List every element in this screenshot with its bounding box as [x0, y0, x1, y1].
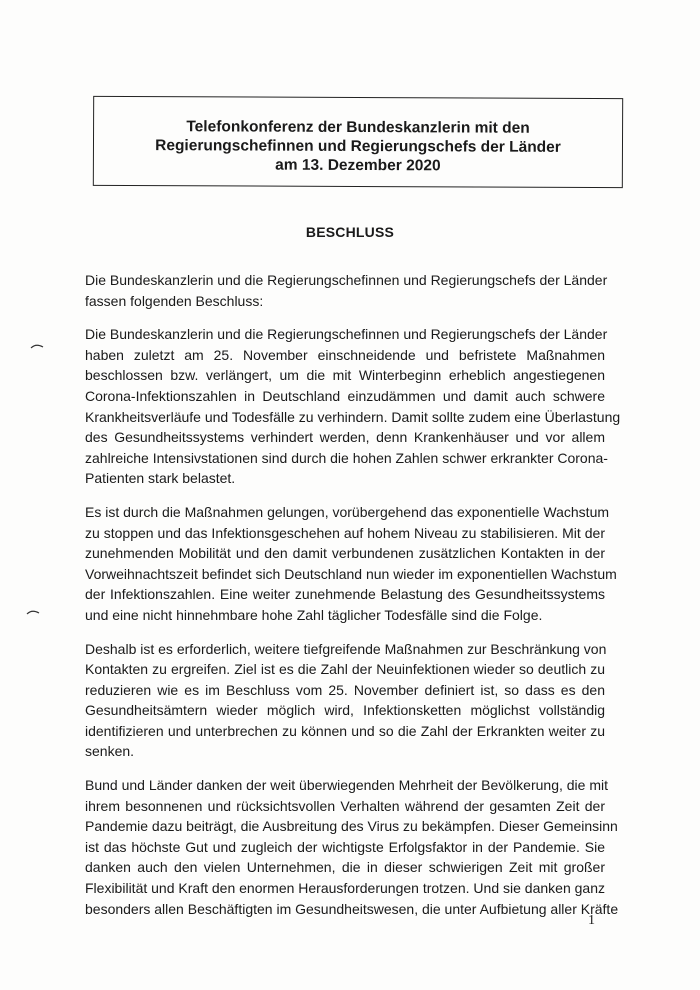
- text-line: reduzieren wie es im Beschluss vom 25. November definiert ist, so dass es den: [85, 681, 605, 698]
- document-body: [85, 270, 621, 932]
- paragraph-intro: [85, 270, 608, 311]
- text-line: des Gesundheitssystems verhindert werden, denn Krankenhäuser und vor allem: [85, 429, 605, 446]
- text-line: identifizieren und unterbrechen zu können und so die Zahl der Erkrankten weiter zu: [85, 722, 605, 739]
- text-line: Es ist durch die Maßnahmen gelungen, vorübergehend das exponentielle Wachstum: [85, 503, 610, 520]
- title-line: am 13. Dezember 2020: [275, 156, 441, 175]
- margin-mark-icon: [26, 609, 40, 615]
- text-line: besonders allen Beschäftigten im Gesundheitswesen, die unter Aufbietung aller Kräfte: [85, 900, 619, 917]
- text-line: Krankheitsverläufe und Todesfälle zu verhindern. Damit sollte zudem eine Überlastung: [85, 408, 621, 425]
- title-line: Regierungschefinnen und Regierungschefs der Länder: [155, 137, 561, 156]
- margin-mark-icon: [30, 343, 44, 349]
- paragraph: [85, 502, 617, 626]
- text-line: Gesundheitsämtern wieder möglich wird, Infektionsketten möglichst vollständig: [85, 702, 605, 719]
- text-line: senken.: [85, 743, 135, 760]
- text-line: Vorweihnachtszeit befindet sich Deutschland nun wieder im exponentiellen Wachstum: [85, 565, 617, 582]
- paragraph: [85, 324, 621, 489]
- text-line: danken auch den vielen Unternehmen, die in dieser schwierigen Zeit mit großer: [85, 859, 605, 876]
- text-line: Die Bundeskanzlerin und die Regierungschefinnen und Regierungschefs der Länder: [85, 326, 608, 343]
- text-line: Corona-Infektionszahlen in Deutschland einzudämmen und damit auch schwere: [85, 387, 605, 404]
- text-line: und eine nicht hinnehmbare hohe Zahl täglicher Todesfälle sind die Folge.: [85, 606, 543, 623]
- text-line: Pandemie dazu beiträgt, die Ausbreitung des Virus zu bekämpfen. Dieser Gemeinsinn: [85, 818, 618, 835]
- text-line: Flexibilität und Kraft den enormen Herausforderungen trotzen. Und sie danken ganz: [85, 880, 605, 897]
- text-line: zunehmenden Mobilität und den damit verbundenen zusätzlichen Kontakten in der: [85, 545, 605, 562]
- text-line: Deshalb ist es erforderlich, weitere tiefgreifende Maßnahmen zur Beschränkung von: [85, 640, 607, 657]
- text-line: ist das höchste Gut und zugleich der wichtigste Erfolgsfaktor in der Pandemie. Sie: [85, 838, 605, 855]
- text-line: Bund und Länder danken der weit überwiegenden Mehrheit der Bevölkerung, die mit: [85, 777, 609, 794]
- paragraph: [85, 775, 619, 919]
- text-line: zu stoppen und das Infektionsgeschehen auf hohem Niveau zu stabilisieren. Mit der: [85, 524, 605, 541]
- text-line: Die Bundeskanzlerin und die Regierungschefinnen und Regierungschefs der Länder: [85, 272, 608, 288]
- section-heading: BESCHLUSS: [305, 224, 395, 240]
- text-line: haben zuletzt am 25. November einschneidende und befristete Maßnahmen: [85, 346, 605, 363]
- text-line: ihrem besonnenen und rücksichtsvollen Verhalten während der gesamten Zeit der: [85, 797, 605, 814]
- text-line: Patienten stark belastet.: [85, 470, 236, 487]
- document-title: [94, 117, 622, 176]
- paragraph: [85, 639, 605, 763]
- text-line: zahlreiche Intensivstationen sind durch die hohen Zahlen schwer erkrankter Corona-: [85, 449, 608, 466]
- text-line: fassen folgenden Beschluss:: [85, 292, 264, 309]
- text-line: der Infektionszahlen. Eine weiter zunehmende Belastung des Gesundheitssystems: [85, 586, 605, 603]
- page-number: 1: [588, 913, 595, 928]
- text-line: beschlossen bzw. verlängert, um die mit Winterbeginn erheblich angestiegenen: [85, 367, 605, 384]
- title-box: [93, 96, 623, 188]
- text-line: Kontakten zu ergreifen. Ziel ist es die Zahl der Neuinfektionen wieder so deutlich zu: [85, 661, 605, 678]
- title-line: Telefonkonferenz der Bundeskanzlerin mit den: [186, 118, 530, 137]
